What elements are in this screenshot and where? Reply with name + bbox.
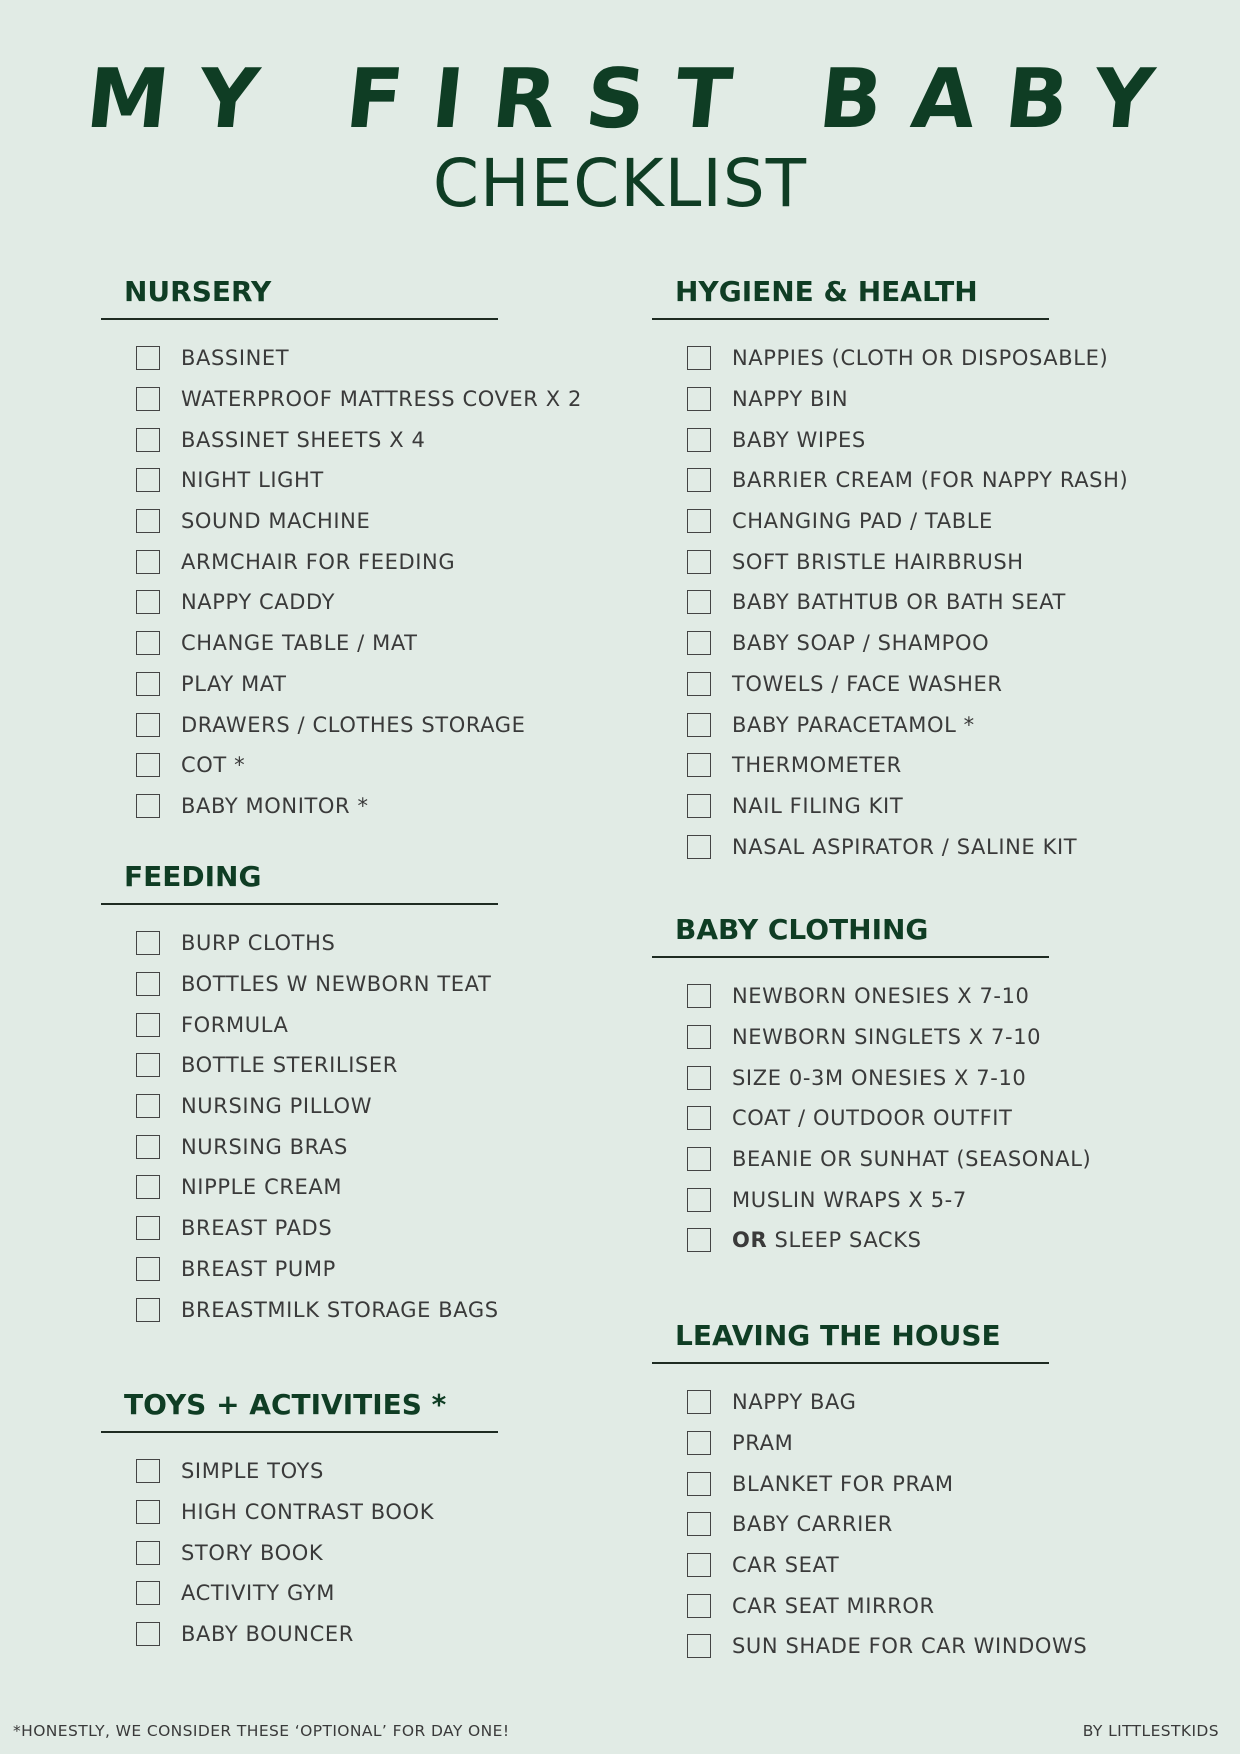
section-heading: NURSERY — [124, 275, 272, 308]
checkbox[interactable] — [687, 672, 711, 696]
checkbox[interactable] — [136, 387, 160, 411]
item-label: NURSING BRAS — [181, 1134, 348, 1159]
checklist-item[interactable] — [101, 1451, 561, 1492]
checklist-item[interactable] — [652, 704, 1112, 745]
checkbox[interactable] — [687, 1634, 711, 1658]
section-divider — [101, 318, 498, 320]
item-label: NIPPLE CREAM — [181, 1175, 343, 1200]
item-label: NIGHT LIGHT — [181, 468, 324, 493]
checklist-item[interactable] — [101, 419, 561, 460]
checkbox[interactable] — [687, 835, 711, 859]
checkbox[interactable] — [687, 1147, 711, 1171]
item-label: STORY BOOK — [181, 1540, 324, 1565]
page-subtitle: CHECKLIST — [432, 145, 808, 222]
section-clothing — [652, 910, 1112, 1261]
checkbox[interactable] — [687, 1025, 711, 1049]
checkbox[interactable] — [136, 1175, 160, 1199]
item-label: NEWBORN ONESIES X 7-10 — [732, 984, 1030, 1009]
checklist-item[interactable] — [652, 419, 1112, 460]
checkbox[interactable] — [136, 1013, 160, 1037]
checkbox[interactable] — [136, 1541, 160, 1565]
item-label: BREAST PADS — [181, 1216, 333, 1241]
checklist-item[interactable] — [652, 1585, 1112, 1626]
checkbox[interactable] — [136, 1094, 160, 1118]
checkbox[interactable] — [687, 590, 711, 614]
checklist — [652, 976, 1112, 1261]
item-label: BABY PARACETAMOL * — [732, 712, 975, 737]
checklist-item[interactable] — [101, 501, 561, 542]
checkbox[interactable] — [687, 509, 711, 533]
item-label: NEWBORN SINGLETS X 7-10 — [732, 1025, 1042, 1050]
checkbox[interactable] — [687, 1594, 711, 1618]
checkbox[interactable] — [687, 1228, 711, 1252]
checkbox[interactable] — [136, 672, 160, 696]
item-label: BREAST PUMP — [181, 1256, 336, 1281]
checklist-item[interactable] — [101, 1208, 561, 1249]
checklist-item[interactable] — [101, 1086, 561, 1127]
section-nursery — [101, 272, 582, 826]
checkbox[interactable] — [136, 1298, 160, 1322]
item-label: TOWELS / FACE WASHER — [732, 671, 1003, 696]
checkbox[interactable] — [687, 984, 711, 1008]
section-heading: FEEDING — [124, 860, 262, 893]
checklist-item[interactable] — [652, 1545, 1112, 1586]
item-label: DRAWERS / CLOTHES STORAGE — [181, 712, 526, 737]
checklist-item[interactable] — [101, 786, 561, 827]
checklist-item[interactable] — [652, 379, 1112, 420]
checklist-item[interactable] — [101, 460, 561, 501]
checklist-item[interactable] — [652, 1463, 1112, 1504]
checklist-item[interactable] — [652, 1017, 1112, 1058]
item-label: NAPPY BIN — [732, 387, 849, 412]
checkbox[interactable] — [687, 1431, 711, 1455]
checklist-item[interactable] — [652, 623, 1112, 664]
checkbox[interactable] — [136, 1257, 160, 1281]
section-hygiene — [652, 272, 1129, 867]
checkbox[interactable] — [136, 1500, 160, 1524]
checkbox[interactable] — [687, 346, 711, 370]
item-label: BABY CARRIER — [732, 1512, 893, 1537]
checkbox[interactable] — [687, 1188, 711, 1212]
item-label: NASAL ASPIRATOR / SALINE KIT — [732, 834, 1078, 859]
checklist-item[interactable] — [101, 338, 561, 379]
section-leaving — [652, 1316, 1112, 1667]
checklist-item[interactable] — [101, 1167, 561, 1208]
checkbox[interactable] — [136, 590, 160, 614]
checklist-item[interactable] — [652, 1423, 1112, 1464]
checklist-item[interactable] — [101, 745, 561, 786]
checkbox[interactable] — [687, 1066, 711, 1090]
checkbox[interactable] — [136, 972, 160, 996]
checklist-item[interactable] — [652, 1504, 1112, 1545]
checklist-item[interactable] — [101, 541, 561, 582]
checklist-item[interactable] — [652, 1382, 1112, 1423]
section-feeding — [101, 857, 561, 1330]
item-label: CHANGING PAD / TABLE — [732, 509, 993, 534]
item-label: BABY BATHTUB OR BATH SEAT — [732, 590, 1066, 615]
checklist-item[interactable] — [101, 582, 561, 623]
item-label: SUN SHADE FOR CAR WINDOWS — [732, 1634, 1088, 1659]
checklist-item[interactable] — [652, 582, 1112, 623]
checklist-item[interactable] — [101, 1573, 561, 1614]
checkbox[interactable] — [687, 387, 711, 411]
item-label: BABY SOAP / SHAMPOO — [732, 631, 990, 656]
section-toys — [101, 1385, 561, 1654]
item-label: COAT / OUTDOOR OUTFIT — [732, 1106, 1013, 1131]
item-label: SIZE 0-3M ONESIES X 7-10 — [732, 1065, 1027, 1090]
item-label: BLANKET FOR PRAM — [732, 1471, 954, 1496]
checkbox[interactable] — [687, 550, 711, 574]
item-label: SOFT BRISTLE HAIRBRUSH — [732, 549, 1024, 574]
item-label: WATERPROOF MATTRESS COVER X 2 — [181, 387, 582, 412]
item-label: ACTIVITY GYM — [181, 1581, 335, 1606]
item-label: BREASTMILK STORAGE BAGS — [181, 1297, 499, 1322]
item-label: PRAM — [732, 1431, 794, 1456]
item-label: PLAY MAT — [181, 671, 287, 696]
checklist-item[interactable] — [652, 460, 1129, 501]
section-heading: TOYS + ACTIVITIES * — [124, 1388, 447, 1421]
checkbox[interactable] — [136, 1622, 160, 1646]
section-divider — [652, 318, 1049, 320]
item-label: NAPPY CADDY — [181, 590, 336, 615]
item-label: BEANIE OR SUNHAT (SEASONAL) — [732, 1147, 1092, 1172]
section-divider — [652, 1362, 1049, 1364]
checklist-item[interactable] — [652, 826, 1112, 867]
section-divider — [101, 1431, 498, 1433]
checklist-item[interactable] — [101, 379, 582, 420]
footer-credit: BY LITTLESTKIDS — [1082, 1722, 1219, 1740]
item-label: BOTTLES W NEWBORN TEAT — [181, 972, 492, 997]
checklist-item[interactable] — [652, 1057, 1112, 1098]
checkbox[interactable] — [136, 1135, 160, 1159]
checklist-item[interactable] — [101, 704, 561, 745]
checkbox[interactable] — [687, 428, 711, 452]
checklist — [652, 338, 1129, 867]
checkbox[interactable] — [136, 1459, 160, 1483]
checkbox[interactable] — [136, 931, 160, 955]
checkbox[interactable] — [687, 1106, 711, 1130]
checkbox[interactable] — [136, 794, 160, 818]
checkbox[interactable] — [136, 509, 160, 533]
checklist-item[interactable] — [101, 1249, 561, 1290]
checkbox[interactable] — [136, 631, 160, 655]
item-label: ARMCHAIR FOR FEEDING — [181, 549, 456, 574]
section-heading: HYGIENE & HEALTH — [675, 275, 978, 308]
checklist — [652, 1382, 1112, 1667]
checklist-item[interactable] — [652, 1220, 1112, 1261]
checklist-item[interactable] — [101, 1289, 561, 1330]
item-label-emphasis: OR — [732, 1228, 768, 1253]
checkbox[interactable] — [136, 753, 160, 777]
section-heading: LEAVING THE HOUSE — [675, 1319, 1001, 1352]
checklist-item[interactable] — [652, 745, 1112, 786]
checkbox[interactable] — [136, 1581, 160, 1605]
checkbox[interactable] — [687, 794, 711, 818]
checklist-item[interactable] — [652, 1098, 1112, 1139]
item-label: NURSING PILLOW — [181, 1094, 373, 1119]
checklist-item[interactable] — [101, 664, 561, 705]
item-label: CAR SEAT MIRROR — [732, 1593, 935, 1618]
checkbox[interactable] — [136, 1216, 160, 1240]
item-label-rest: SLEEP SACKS — [767, 1228, 922, 1253]
item-label: BABY MONITOR * — [181, 793, 369, 818]
checklist-item[interactable] — [652, 664, 1112, 705]
section-divider — [652, 956, 1049, 958]
checkbox[interactable] — [687, 631, 711, 655]
checkbox[interactable] — [136, 428, 160, 452]
checkbox[interactable] — [136, 713, 160, 737]
item-label: BURP CLOTHS — [181, 931, 336, 956]
item-label — [732, 1228, 922, 1252]
checkbox[interactable] — [687, 1512, 711, 1536]
checklist — [101, 1451, 561, 1654]
page-title: MY FIRST BABY — [81, 52, 1189, 147]
checklist-item[interactable] — [101, 623, 561, 664]
checkbox[interactable] — [687, 713, 711, 737]
checklist-item[interactable] — [652, 541, 1112, 582]
checklist-item[interactable] — [652, 501, 1112, 542]
item-label: THERMOMETER — [732, 753, 902, 778]
checkbox[interactable] — [136, 346, 160, 370]
item-label: BASSINET SHEETS X 4 — [181, 427, 426, 452]
checklist — [101, 923, 561, 1330]
item-label: NAIL FILING KIT — [732, 793, 904, 818]
item-label: FORMULA — [181, 1012, 289, 1037]
item-label: CHANGE TABLE / MAT — [181, 631, 418, 656]
checkbox[interactable] — [687, 753, 711, 777]
checklist-item[interactable] — [101, 1532, 561, 1573]
checklist-item[interactable] — [101, 1614, 561, 1655]
section-divider — [101, 903, 498, 905]
item-label: BOTTLE STERILISER — [181, 1053, 398, 1078]
item-label: BARRIER CREAM (FOR NAPPY RASH) — [732, 468, 1129, 493]
checklist-item[interactable] — [652, 1139, 1112, 1180]
item-label: BABY WIPES — [732, 427, 866, 452]
checklist — [101, 338, 582, 826]
checkbox[interactable] — [136, 550, 160, 574]
checkbox[interactable] — [136, 1053, 160, 1077]
checklist-item[interactable] — [652, 1626, 1112, 1667]
checkbox[interactable] — [687, 1472, 711, 1496]
footer-note: *HONESTLY, WE CONSIDER THESE ‘OPTIONAL’ FOR DAY ONE! — [13, 1722, 510, 1740]
item-label: NAPPIES (CLOTH OR DISPOSABLE) — [732, 346, 1109, 371]
checkbox[interactable] — [687, 468, 711, 492]
checklist-item[interactable] — [652, 976, 1112, 1017]
item-label: HIGH CONTRAST BOOK — [181, 1500, 435, 1525]
checklist-item[interactable] — [101, 1492, 561, 1533]
checklist-item[interactable] — [101, 1004, 561, 1045]
checklist-item[interactable] — [101, 964, 561, 1005]
item-label: SIMPLE TOYS — [181, 1459, 324, 1484]
checkbox[interactable] — [687, 1390, 711, 1414]
checkbox[interactable] — [136, 468, 160, 492]
checklist-item[interactable] — [652, 786, 1112, 827]
item-label: BABY BOUNCER — [181, 1622, 354, 1647]
checkbox[interactable] — [687, 1553, 711, 1577]
checklist-item[interactable] — [652, 338, 1112, 379]
item-label: SOUND MACHINE — [181, 509, 371, 534]
item-label: COT * — [181, 753, 246, 778]
checklist-item[interactable] — [101, 1045, 561, 1086]
item-label: BASSINET — [181, 346, 290, 371]
item-label: MUSLIN WRAPS X 5-7 — [732, 1187, 967, 1212]
section-heading: BABY CLOTHING — [675, 913, 929, 946]
checklist-item[interactable] — [652, 1179, 1112, 1220]
checklist-item[interactable] — [101, 923, 561, 964]
item-label: NAPPY BAG — [732, 1390, 857, 1415]
checklist-item[interactable] — [101, 1126, 561, 1167]
item-label: CAR SEAT — [732, 1553, 840, 1578]
